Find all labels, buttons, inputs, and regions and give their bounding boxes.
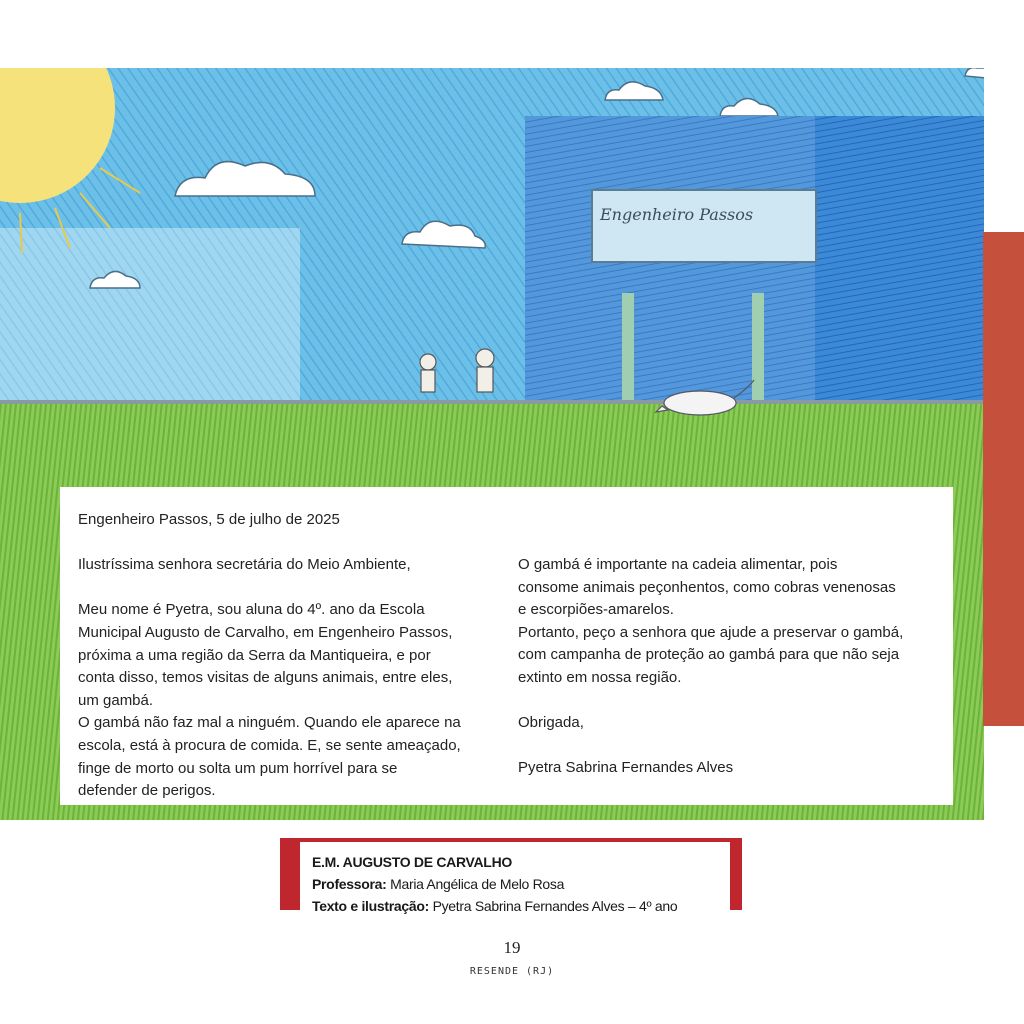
- letter-line: finge de morto ou solta um pum horrível para se: [78, 759, 398, 777]
- letter-line: O gambá não faz mal a ninguém. Quando ele aparece na: [78, 714, 461, 732]
- letter-line: extinto em nossa região.: [518, 668, 682, 686]
- letter-date: Engenheiro Passos, 5 de julho de 2025: [78, 511, 340, 528]
- letter-signature: Pyetra Sabrina Fernandes Alves: [518, 759, 734, 777]
- teacher-credit: [312, 873, 677, 895]
- letter-line: conta disso, temos visitas de alguns animais, entre eles,: [78, 669, 453, 687]
- letter-line: Portanto, peço a senhora que ajude a preservar o gambá,: [518, 623, 904, 641]
- footer-city: RESENDE (RJ): [469, 966, 555, 977]
- sign-text: Engenheiro Passos: [600, 205, 754, 224]
- letter-salutation: Ilustríssima senhora secretária do Meio Ambiente,: [78, 556, 411, 574]
- letter-left-column: [78, 509, 498, 803]
- decorative-red-bar: [983, 232, 1024, 726]
- letter-line: um gambá.: [78, 691, 154, 709]
- teacher-label: Professora:: [312, 876, 387, 892]
- letter-line: Municipal Augusto de Carvalho, em Engenheiro Passos,: [78, 623, 453, 641]
- author-credit: [312, 895, 677, 917]
- letter-line: Meu nome é Pyetra, sou aluna do 4º. ano da Escola: [78, 601, 425, 619]
- letter-line: O gambá é importante na cadeia alimentar, pois: [518, 556, 838, 573]
- letter-panel: [60, 487, 953, 805]
- letter-line: com campanha de proteção ao gambá para que não seja: [518, 646, 900, 664]
- letter-line: e escorpiões-amarelos.: [518, 601, 674, 619]
- teacher-name: Maria Angélica de Melo Rosa: [390, 876, 565, 892]
- letter-line: defender de perigos.: [78, 782, 216, 800]
- letter-line: escola, está à procura de comida. E, se sente ameaçado,: [78, 736, 461, 754]
- page-number: 19: [503, 938, 521, 957]
- letter-closing: Obrigada,: [518, 714, 584, 732]
- author-name: Pyetra Sabrina Fernandes Alves – 4º ano: [432, 898, 678, 914]
- letter-right-column: [518, 554, 938, 780]
- letter-line: próxima a uma região da Serra da Mantiqueira, e por: [78, 646, 431, 664]
- letter-line: consome animais peçonhentos, como cobras venenosas: [518, 578, 896, 596]
- school-name: E.M. AUGUSTO DE CARVALHO: [312, 854, 512, 870]
- credits-box: [280, 838, 742, 914]
- author-label: Texto e ilustração:: [312, 898, 429, 914]
